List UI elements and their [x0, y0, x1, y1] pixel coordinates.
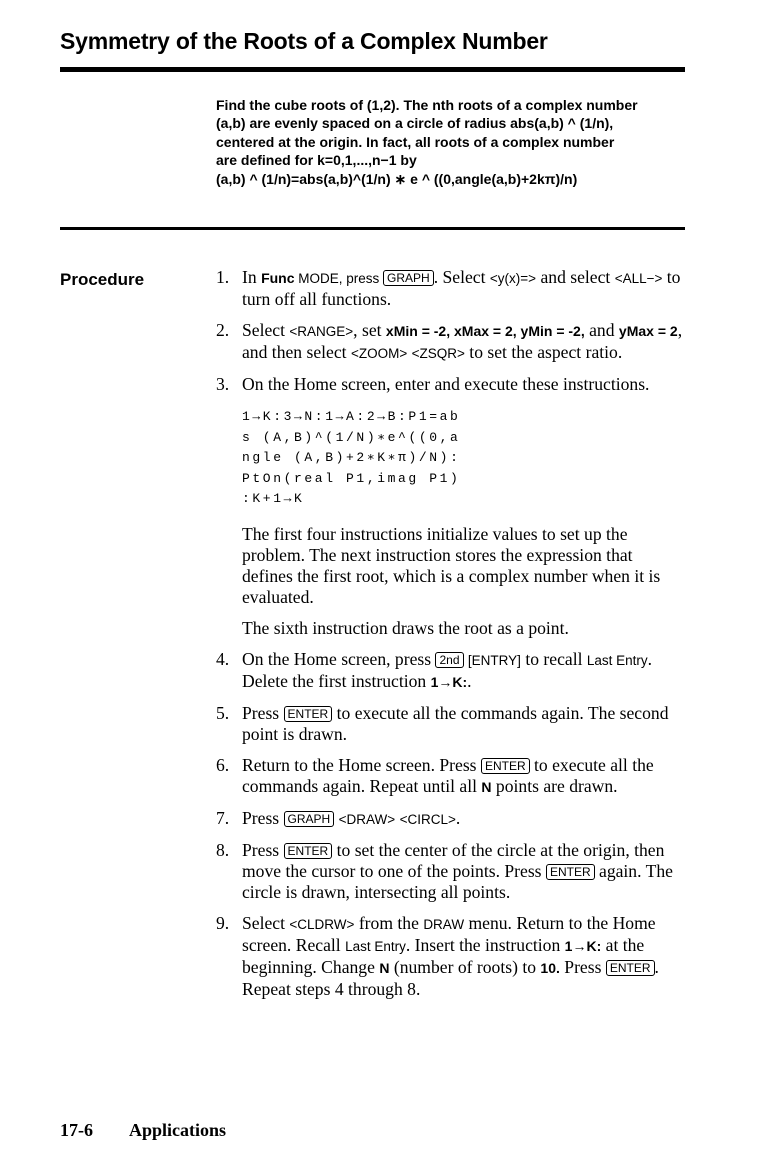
step-5	[216, 703, 686, 745]
step-text: to execute all the commands again. Repeat until all	[242, 754, 654, 796]
enter-key: ENTER	[481, 758, 530, 774]
code-line: PtOn(real P1,imag P1)	[242, 470, 461, 486]
step-text: MODE, press	[294, 271, 384, 286]
section-name: Applications	[129, 1120, 227, 1140]
step-number: 6.	[216, 754, 230, 775]
step-text: (number of roots) to	[389, 956, 541, 977]
step-number: 9.	[216, 912, 230, 933]
last-entry-label: Last Entry	[345, 938, 406, 954]
menu-item: <CIRCL>	[399, 811, 456, 827]
step-text: . Select	[433, 267, 490, 287]
step-2	[216, 320, 686, 364]
intro-text	[216, 96, 696, 188]
step-text: again. The circle is drawn, intersecting all points.	[242, 860, 673, 902]
code-line: s (A,B)^(1/N)∗e^((0,a	[242, 429, 461, 445]
step-text: at the beginning. Change	[242, 934, 645, 977]
title-rule	[60, 67, 685, 72]
step-1	[216, 267, 686, 310]
step-text: On the Home screen, enter and execute these instructions.	[242, 374, 650, 394]
procedure-steps	[216, 267, 686, 1010]
step-text: Select	[242, 320, 290, 340]
step-text: Select	[242, 912, 290, 933]
menu-item: <y(x)=>	[489, 271, 537, 286]
menu-item: <ZOOM>	[350, 346, 408, 361]
step-text: .	[467, 670, 472, 691]
enter-key: ENTER	[546, 864, 595, 880]
menu-item: <RANGE>	[289, 324, 354, 339]
step-text: Press	[242, 702, 284, 723]
range-values: xMin = -2, xMax = 2, yMin = -2,	[385, 323, 585, 339]
explanation-paragraph: The first four instructions initialize values to set up the problem. The next instruction stores the expression that defines the first root, which is a complex number when it is evaluated.	[242, 523, 661, 607]
step-text: to recall	[520, 648, 587, 669]
step-number: 3.	[216, 374, 230, 394]
step-text: On the Home screen, press	[242, 648, 436, 669]
graph-key: GRAPH	[284, 811, 335, 827]
step-6	[216, 755, 686, 798]
instruction-text: 1→K:	[564, 937, 602, 954]
procedure-label: Procedure	[60, 270, 145, 289]
code-line: 1→K:3→N:1→A:2→B:P1=ab	[242, 409, 461, 424]
menu-item: <DRAW>	[338, 811, 396, 827]
instruction-text: 1→K:	[430, 673, 468, 690]
intro-line: are defined for k=0,1,...,n−1 by	[216, 152, 417, 169]
step-text: In	[242, 267, 262, 287]
draw-menu-label: DRAW	[423, 916, 465, 932]
step-text: .	[455, 807, 461, 828]
step-text: menu. Return to the Home screen. Recall	[242, 912, 656, 955]
step-text: . Insert the instruction	[405, 934, 565, 955]
enter-key: ENTER	[284, 843, 333, 859]
step-8	[216, 840, 686, 903]
page-footer	[60, 1120, 226, 1141]
code-line: ngle (A,B)+2∗K∗π)/N):	[242, 450, 461, 465]
intro-line: Find the cube roots of (1,2). The nth roots of a complex number	[216, 97, 638, 113]
page-title: Symmetry of the Roots of a Complex Number	[60, 28, 548, 54]
step-number: 7.	[216, 807, 230, 828]
step-number: 1.	[216, 267, 230, 287]
step-number: 2.	[216, 320, 230, 340]
graph-key: GRAPH	[383, 270, 434, 286]
page-number: 17-6	[60, 1120, 93, 1140]
step-text: to set the aspect ratio.	[464, 342, 623, 362]
step-text: Press	[242, 839, 284, 860]
step-text: from the	[354, 912, 424, 933]
step-3	[216, 374, 686, 639]
intro-line: (a,b) ^ (1/n)=abs(a,b)^(1/n) ∗ e ^ ((0,angle(a,b)+2kπ)/n)	[216, 170, 578, 187]
enter-key: ENTER	[606, 960, 655, 976]
roots-value: 10.	[540, 959, 560, 976]
variable-name: N	[379, 959, 390, 976]
section-rule	[60, 227, 685, 230]
step-number: 4.	[216, 648, 230, 669]
step-text: to set the center of the circle at the origin, then move the cursor to one of the points. Press	[242, 839, 665, 881]
code-line: :K+1→K	[242, 491, 305, 506]
mode-name: Func	[261, 270, 295, 286]
step-number: 5.	[216, 702, 230, 723]
step-text: , set	[353, 320, 386, 340]
intro-line: (a,b) are evenly spaced on a circle of radius abs(a,b) ^ (1/n),	[216, 115, 614, 132]
step-9	[216, 913, 686, 1000]
last-entry-label: Last Entry	[586, 652, 648, 668]
step-text: and select	[536, 267, 615, 287]
variable-name: N	[481, 778, 492, 795]
2nd-key: 2nd	[435, 652, 463, 668]
step-7	[216, 808, 686, 830]
step-4	[216, 649, 686, 693]
step-text: and	[584, 320, 619, 340]
step-text: to turn off all functions.	[242, 267, 681, 309]
menu-item: <CLDRW>	[289, 916, 355, 932]
menu-item: <ALL−>	[614, 271, 663, 286]
enter-key: ENTER	[284, 706, 333, 722]
step-text: Press	[559, 956, 606, 977]
explanation-paragraph: The sixth instruction draws the root as a point.	[242, 617, 569, 638]
entry-key-label: [ENTRY]	[467, 652, 521, 668]
step-number: 8.	[216, 839, 230, 860]
step-text: to execute all the commands again. The second point is drawn.	[242, 702, 669, 744]
step-text: Press	[242, 807, 284, 828]
step-text: , and then select	[242, 320, 683, 362]
step-text: . Repeat steps 4 through 8.	[242, 956, 659, 999]
step-text: Return to the Home screen. Press	[242, 754, 481, 775]
step-text: . Delete the first instruction	[242, 648, 653, 691]
step-text: points are drawn.	[491, 775, 618, 796]
range-values: yMax = 2	[618, 323, 678, 339]
intro-line: centered at the origin. In fact, all roots of a complex number	[216, 133, 615, 150]
menu-item: <ZSQR>	[411, 346, 465, 361]
code-block	[242, 407, 686, 510]
